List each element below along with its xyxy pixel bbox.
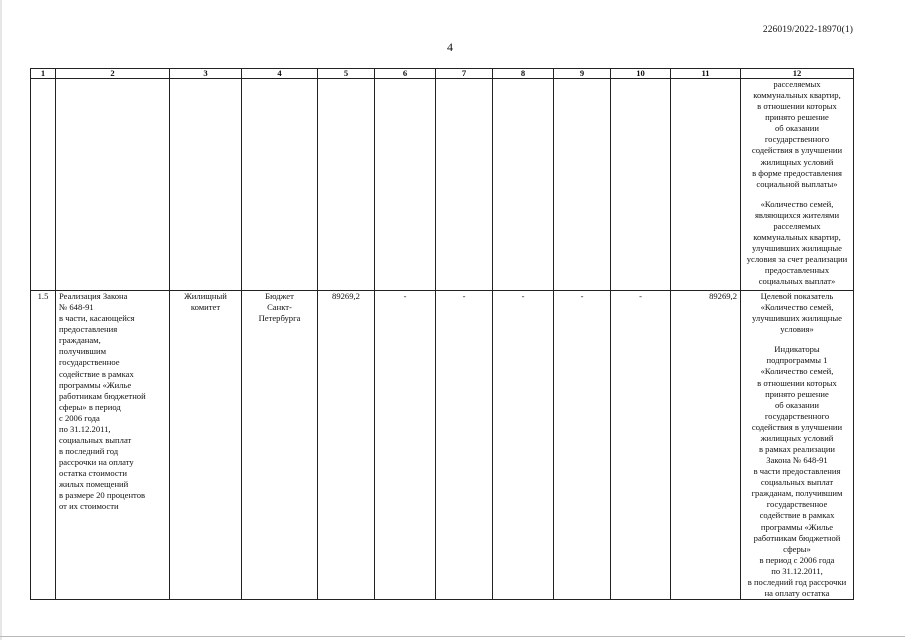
indicators-cell bbox=[741, 291, 854, 600]
scan-bottom-edge bbox=[0, 636, 905, 637]
total-amount-cell: 89269,2 bbox=[318, 291, 375, 600]
target-indicator-text: Целевой показатель «Количество семей, улучшивших жилищные условия» bbox=[752, 291, 842, 335]
table-row-continuation bbox=[31, 79, 854, 291]
table-cell-empty bbox=[56, 79, 170, 291]
table-cell-empty bbox=[375, 79, 436, 291]
scan-left-edge bbox=[0, 0, 2, 640]
page-number: 4 bbox=[447, 40, 453, 54]
amount-cell-col11: 89269,2 bbox=[671, 291, 741, 600]
row-number-cell: 1.5 bbox=[31, 291, 56, 600]
amount-cell-col6: - bbox=[375, 291, 436, 600]
indicator-text: «Количество семей, являющихся жителями расселяемых коммунальных квартир, улучшивших жилищные условия за счет реализации предоставленных социальных выплат» bbox=[746, 198, 848, 287]
table-cell-empty bbox=[493, 79, 554, 291]
column-header-3: 3 bbox=[170, 69, 242, 79]
document-registration-number: 226019/2022-18970(1) bbox=[762, 25, 853, 35]
column-header-2: 2 bbox=[56, 69, 170, 79]
program-measures-table bbox=[30, 68, 854, 600]
amount-cell-col8: - bbox=[493, 291, 554, 600]
column-header-11: 11 bbox=[671, 69, 741, 79]
table-cell-empty bbox=[31, 79, 56, 291]
amount-cell-col10: - bbox=[611, 291, 671, 600]
measure-name-cell: Реализация Закона № 648-91 в части, касающейся предоставления гражданам, получившим государственное содействие в рамках программы «Жилье работникам бюджетной сферы» в период с 2006 года по 31.12.2011, социальных выплат в последний год рассрочки на оплату остатка стоимости жилых помещений в размере 20 процентов от их стоимости bbox=[56, 291, 170, 600]
table-cell-empty bbox=[671, 79, 741, 291]
executor-cell: Жилищный комитет bbox=[170, 291, 242, 600]
indicators-cell bbox=[741, 79, 854, 291]
amount-cell-col7: - bbox=[436, 291, 493, 600]
column-header-8: 8 bbox=[493, 69, 554, 79]
table-cell-empty bbox=[242, 79, 318, 291]
table-cell-empty bbox=[170, 79, 242, 291]
table-cell-empty bbox=[318, 79, 375, 291]
column-number-header-row bbox=[31, 69, 854, 79]
table-cell-empty bbox=[554, 79, 611, 291]
amount-cell-col9: - bbox=[554, 291, 611, 600]
column-header-1: 1 bbox=[31, 69, 56, 79]
column-header-7: 7 bbox=[436, 69, 493, 79]
subprogram-indicator-text: Индикаторы подпрограммы 1 «Количество семей, в отношении которых принято решение об оказании государственного содействия в улучшении жилищных условий в рамках реализации Закона № 648-91 в части предоставления социальных выплат гражданам, получившим государственное содействие в рамках программы «Жилье работникам бюджетной сферы» в период с 2006 года по 31.12.2011, в последний год рассрочки на оплату остатка bbox=[747, 344, 847, 599]
funding-source-cell: Бюджет Санкт- Петербурга bbox=[242, 291, 318, 600]
column-header-10: 10 bbox=[611, 69, 671, 79]
column-header-5: 5 bbox=[318, 69, 375, 79]
table-cell-empty bbox=[611, 79, 671, 291]
column-header-12: 12 bbox=[741, 69, 854, 79]
column-header-4: 4 bbox=[242, 69, 318, 79]
table-cell-empty bbox=[436, 79, 493, 291]
table-row-1-5 bbox=[31, 291, 854, 600]
indicator-text: расселяемых коммунальных квартир, в отношении которых принято решение об оказании государственного содействия в улучшении жилищных условий в форме предоставления социальной выплаты» bbox=[751, 79, 843, 189]
column-header-9: 9 bbox=[554, 69, 611, 79]
column-header-6: 6 bbox=[375, 69, 436, 79]
